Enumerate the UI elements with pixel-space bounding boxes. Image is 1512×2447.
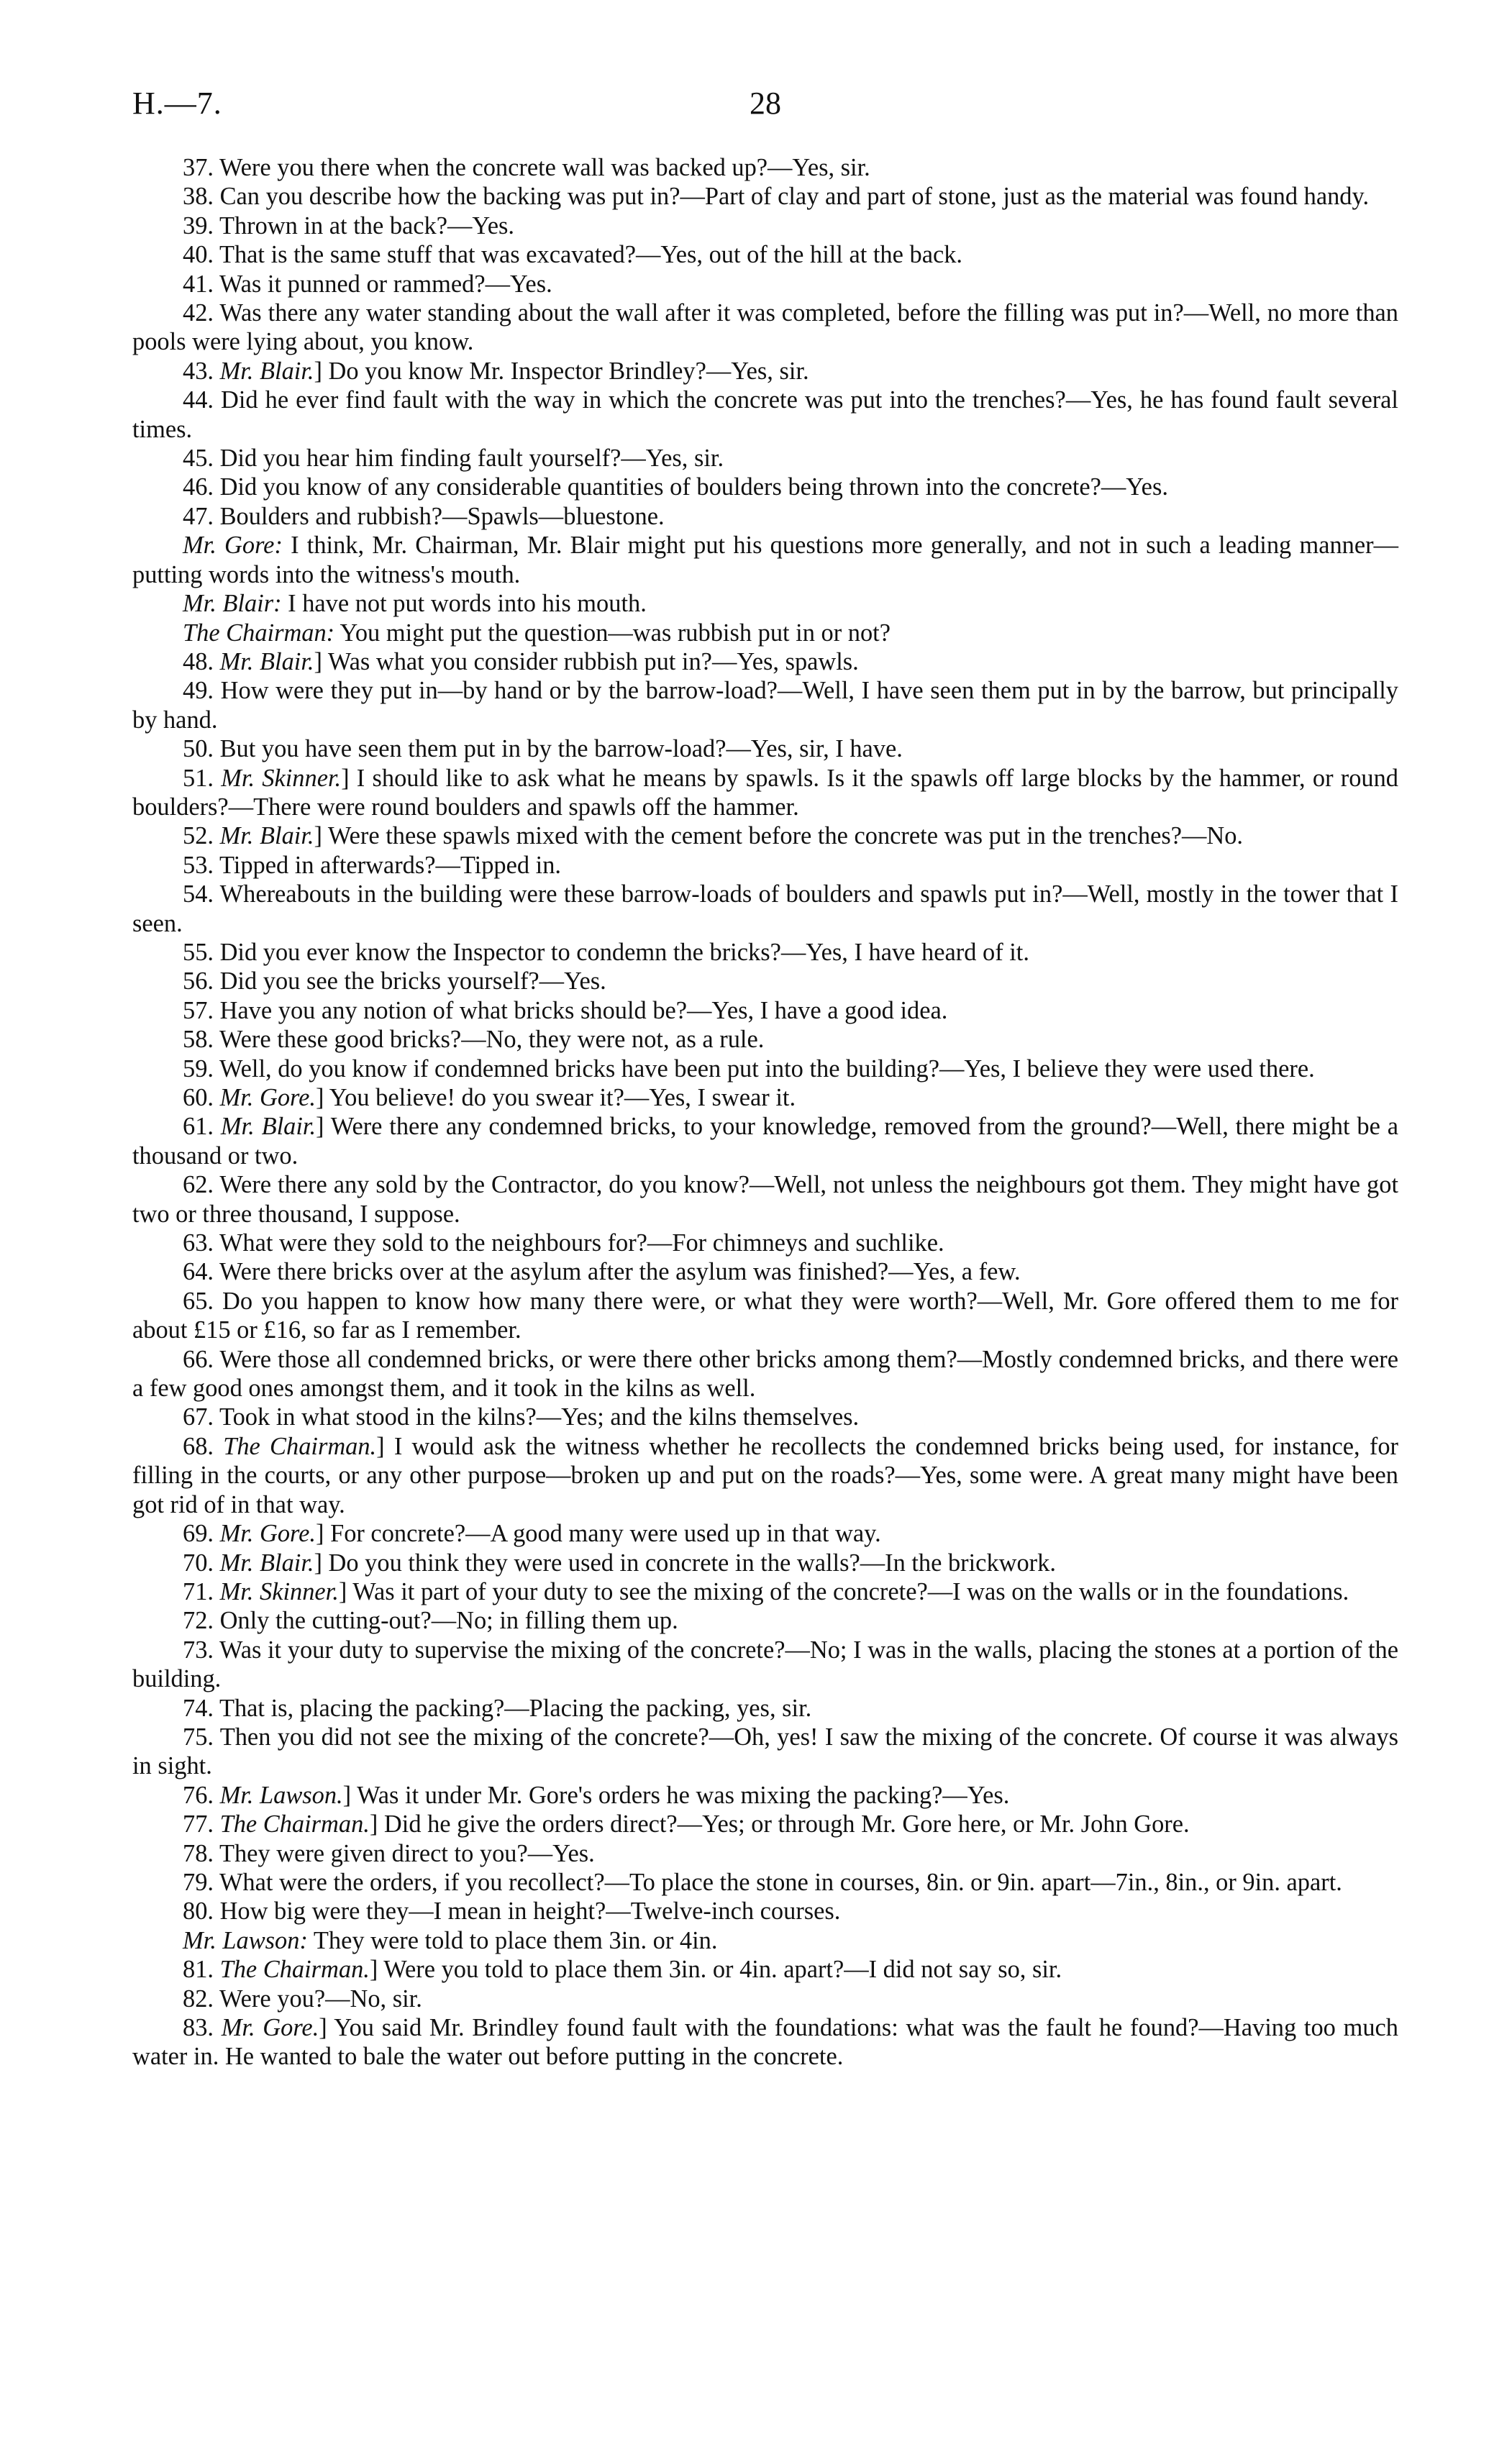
paragraph-text: 68. xyxy=(183,1432,224,1460)
paragraph-text: ] You said Mr. Brindley found fault with the foundations: what was the fault he found?—Having too much water in. He wanted to bale the water out before putting in the concrete. xyxy=(132,2014,1398,2071)
paragraph-text: 81. xyxy=(183,1956,220,1984)
paragraph-text: ] For concrete?—A good many were used up in that way. xyxy=(316,1520,881,1548)
testimony-paragraph xyxy=(132,647,1398,676)
testimony-paragraph xyxy=(132,473,1398,501)
paragraph-text: 39. Thrown in at the back?—Yes. xyxy=(183,211,515,240)
testimony-paragraph xyxy=(132,996,1398,1025)
speaker-name: Mr. Gore. xyxy=(221,2014,319,2041)
testimony-paragraph xyxy=(132,270,1398,299)
speaker-name: The Chairman: xyxy=(183,619,335,647)
testimony-paragraph xyxy=(132,1985,1398,2013)
paragraph-text: 45. Did you hear him finding fault yourself?—Yes, sir. xyxy=(183,445,724,473)
paragraph-text: 55. Did you ever know the Inspector to condemn the bricks?—Yes, I have heard of it. xyxy=(183,938,1029,966)
testimony-paragraph xyxy=(132,211,1398,240)
paragraph-text: 52. xyxy=(183,822,220,850)
paragraph-text: ] Was it part of your duty to see the mixing of the concrete?—I was on the walls or in the foundations. xyxy=(338,1577,1349,1605)
testimony-paragraph xyxy=(132,1868,1398,1897)
paragraph-text: 65. Do you happen to know how many there were, or what they were worth?—Well, Mr. Gore offered them to me for about £15 or £16, so far as I remember. xyxy=(132,1287,1398,1344)
speaker-name: Mr. Gore. xyxy=(219,1084,316,1111)
testimony-paragraph xyxy=(132,880,1398,938)
paragraph-text: 37. Were you there when the concrete wall was backed up?—Yes, sir. xyxy=(183,154,870,181)
speaker-name: The Chairman. xyxy=(219,1810,370,1838)
testimony-paragraph xyxy=(132,299,1398,357)
paragraph-text: 40. That is the same stuff that was excavated?—Yes, out of the hill at the back. xyxy=(183,241,963,269)
paragraph-text: 83. xyxy=(183,2014,222,2041)
paragraph-text: 75. Then you did not see the mixing of the concrete?—Oh, yes! I saw the mixing of the concrete. Of course it was always in sight. xyxy=(132,1723,1398,1780)
testimony-paragraph xyxy=(132,734,1398,763)
testimony-paragraph xyxy=(132,531,1398,589)
testimony-paragraph xyxy=(132,1723,1398,1781)
speaker-name: Mr. Gore: xyxy=(183,532,283,560)
speaker-name: The Chairman. xyxy=(223,1432,377,1460)
paragraph-text: ] I should like to ask what he means by spawls. Is it the spawls off large blocks by the hammer, or round boulders?—There were round boulders and spawls off the hammer. xyxy=(132,764,1398,821)
testimony-paragraph xyxy=(132,1054,1398,1083)
paragraph-text: 76. xyxy=(183,1781,220,1809)
paragraph-text: 50. But you have seen them put in by the barrow-load?—Yes, sir, I have. xyxy=(183,735,903,763)
testimony-paragraph xyxy=(132,1810,1398,1838)
paragraph-text: 49. How were they put in—by hand or by the barrow-load?—Well, I have seen them put in by the barrow, but principally by hand. xyxy=(132,677,1398,734)
speaker-name: Mr. Blair. xyxy=(219,822,314,850)
paragraph-text: 54. Whereabouts in the building were these barrow-loads of boulders and spawls put in?—Well, mostly in the tower that I seen. xyxy=(132,880,1398,937)
speaker-name: Mr. Blair. xyxy=(219,357,314,385)
paragraph-text: 72. Only the cutting-out?—No; in filling them up. xyxy=(183,1607,678,1635)
testimony-paragraph xyxy=(132,1519,1398,1548)
paragraph-text: 74. That is, placing the packing?—Placing the packing, yes, sir. xyxy=(183,1694,812,1722)
document-reference: H.—7. xyxy=(132,86,222,121)
speaker-name: Mr. Gore. xyxy=(219,1520,316,1548)
page-header xyxy=(132,85,1398,128)
paragraph-text: 59. Well, do you know if condemned bricks have been put into the building?—Yes, I believe they were used there. xyxy=(183,1054,1315,1083)
testimony-paragraph xyxy=(132,1403,1398,1431)
paragraph-text: ] Were these spawls mixed with the cement before the concrete was put in the trenches?—No. xyxy=(314,822,1244,850)
page-number: 28 xyxy=(750,86,781,121)
paragraph-text: You might put the question—was rubbish put in or not? xyxy=(334,619,891,647)
speaker-name: Mr. Blair. xyxy=(220,1113,316,1141)
testimony-paragraph xyxy=(132,1287,1398,1345)
testimony-paragraph xyxy=(132,589,1398,618)
speaker-name: Mr. Skinner. xyxy=(221,764,342,792)
paragraph-text: ] Were you told to place them 3in. or 4in. apart?—I did not say so, sir. xyxy=(369,1956,1062,1984)
paragraph-text: ] Were there any condemned bricks, to your knowledge, removed from the ground?—Well, there might be a thousand or two. xyxy=(132,1113,1398,1170)
paragraph-text: 60. xyxy=(183,1084,220,1111)
paragraph-text: 79. What were the orders, if you recollect?—To place the stone in courses, 8in. or 9in. apart—7in., 8in., or 9in. apart. xyxy=(183,1868,1342,1896)
testimony-body xyxy=(132,153,1398,2072)
paragraph-text: I have not put words into his mouth. xyxy=(281,590,647,618)
speaker-name: Mr. Skinner. xyxy=(219,1577,339,1605)
paragraph-text: 47. Boulders and rubbish?—Spawls—bluestone. xyxy=(183,502,665,530)
paragraph-text: ] Do you know Mr. Inspector Brindley?—Yes, sir. xyxy=(314,357,809,385)
testimony-paragraph xyxy=(132,1955,1398,1984)
testimony-paragraph xyxy=(132,938,1398,967)
paragraph-text: ] Was it under Mr. Gore's orders he was mixing the packing?—Yes. xyxy=(342,1781,1010,1809)
paragraph-text: 44. Did he ever find fault with the way in which the concrete was put into the trenches?—Yes, he has found fault several times. xyxy=(132,386,1398,443)
speaker-name: Mr. Blair. xyxy=(219,647,314,675)
testimony-paragraph xyxy=(132,2013,1398,2072)
paragraph-text: 46. Did you know of any considerable quantities of boulders being thrown into the concrete?—Yes. xyxy=(183,473,1168,501)
paragraph-text: ] I would ask the witness whether he recollects the condemned bricks being used, for instance, for filling in the courts, or any other purpose—broken up and put on the roads?—Yes, some were. A great many might have been got rid of in that way. xyxy=(132,1432,1398,1518)
testimony-paragraph xyxy=(132,967,1398,995)
testimony-paragraph xyxy=(132,1781,1398,1810)
paragraph-text: I think, Mr. Chairman, Mr. Blair might put his questions more generally, and not in such a leading manner—putting words into the witness's mouth. xyxy=(132,532,1398,588)
paragraph-text: 58. Were these good bricks?—No, they were not, as a rule. xyxy=(183,1026,765,1054)
paragraph-text: 80. How big were they—I mean in height?—Twelve-inch courses. xyxy=(183,1897,841,1926)
paragraph-text: 64. Were there bricks over at the asylum after the asylum was finished?—Yes, a few. xyxy=(183,1258,1021,1286)
paragraph-text: 53. Tipped in afterwards?—Tipped in. xyxy=(183,851,562,879)
paragraph-text: 38. Can you describe how the backing was put in?—Part of clay and part of stone, just as the material was found handy. xyxy=(183,183,1370,211)
testimony-paragraph xyxy=(132,1897,1398,1926)
paragraph-text: 82. Were you?—No, sir. xyxy=(183,1985,422,2013)
testimony-paragraph xyxy=(132,444,1398,473)
paragraph-text: 41. Was it punned or rammed?—Yes. xyxy=(183,270,552,298)
testimony-paragraph xyxy=(132,1432,1398,1519)
testimony-paragraph xyxy=(132,1694,1398,1723)
paragraph-text: 66. Were those all condemned bricks, or were there other bricks among them?—Mostly condemned bricks, and there were a few good ones amongst them, and it took in the kilns as well. xyxy=(132,1345,1398,1403)
paragraph-text: ] Did he give the orders direct?—Yes; or through Mr. Gore here, or Mr. John Gore. xyxy=(369,1810,1190,1838)
testimony-paragraph xyxy=(132,1606,1398,1635)
testimony-paragraph xyxy=(132,1229,1398,1257)
testimony-paragraph xyxy=(132,1577,1398,1606)
paragraph-text: 61. xyxy=(183,1113,221,1141)
paragraph-text: 48. xyxy=(183,647,220,675)
testimony-paragraph xyxy=(132,1926,1398,1955)
testimony-paragraph xyxy=(132,1549,1398,1577)
testimony-paragraph xyxy=(132,1025,1398,1054)
speaker-name: Mr. Blair: xyxy=(183,590,282,618)
paragraph-text: ] You believe! do you swear it?—Yes, I swear it. xyxy=(316,1084,796,1111)
speaker-name: Mr. Lawson. xyxy=(219,1781,343,1809)
testimony-paragraph xyxy=(132,1636,1398,1694)
testimony-paragraph xyxy=(132,182,1398,211)
paragraph-text: 62. Were there any sold by the Contractor, do you know?—Well, not unless the neighbours got them. They might have got two or three thousand, I suppose. xyxy=(132,1171,1398,1228)
paragraph-text: ] Do you think they were used in concrete in the walls?—In the brickwork. xyxy=(314,1549,1056,1577)
testimony-paragraph xyxy=(132,357,1398,386)
paragraph-text: 43. xyxy=(183,357,220,385)
testimony-paragraph xyxy=(132,619,1398,647)
testimony-paragraph xyxy=(132,153,1398,182)
speaker-name: Mr. Blair. xyxy=(219,1549,314,1577)
paragraph-text: 77. xyxy=(183,1810,220,1838)
paragraph-text: 67. Took in what stood in the kilns?—Yes; and the kilns themselves. xyxy=(183,1403,860,1431)
testimony-paragraph xyxy=(132,240,1398,269)
paragraph-text: 63. What were they sold to the neighbours for?—For chimneys and suchlike. xyxy=(183,1229,944,1257)
speaker-name: Mr. Lawson: xyxy=(183,1926,308,1954)
testimony-paragraph xyxy=(132,676,1398,734)
paragraph-text: ] Was what you consider rubbish put in?—Yes, spawls. xyxy=(314,647,859,675)
paragraph-text: 57. Have you any notion of what bricks should be?—Yes, I have a good idea. xyxy=(183,996,948,1024)
testimony-paragraph xyxy=(132,1170,1398,1229)
paragraph-text: They were told to place them 3in. or 4in. xyxy=(307,1926,718,1954)
paragraph-text: 70. xyxy=(183,1549,220,1577)
paragraph-text: 71. xyxy=(183,1577,220,1605)
testimony-paragraph xyxy=(132,502,1398,531)
testimony-paragraph xyxy=(132,1345,1398,1403)
paragraph-text: 69. xyxy=(183,1520,220,1548)
speaker-name: The Chairman. xyxy=(219,1956,370,1984)
testimony-paragraph xyxy=(132,1083,1398,1112)
testimony-paragraph xyxy=(132,821,1398,850)
testimony-paragraph xyxy=(132,1112,1398,1170)
paragraph-text: 73. Was it your duty to supervise the mixing of the concrete?—No; I was in the walls, placing the stones at a portion of the building. xyxy=(132,1636,1398,1693)
testimony-paragraph xyxy=(132,386,1398,444)
testimony-paragraph xyxy=(132,1839,1398,1868)
testimony-paragraph xyxy=(132,1257,1398,1286)
testimony-paragraph xyxy=(132,764,1398,822)
paragraph-text: 56. Did you see the bricks yourself?—Yes. xyxy=(183,967,606,995)
paragraph-text: 78. They were given direct to you?—Yes. xyxy=(183,1839,595,1867)
testimony-paragraph xyxy=(132,851,1398,880)
paragraph-text: 42. Was there any water standing about the wall after it was completed, before the filling was put in?—Well, no more than pools were lying about, you know. xyxy=(132,299,1398,356)
paragraph-text: 51. xyxy=(183,764,222,792)
